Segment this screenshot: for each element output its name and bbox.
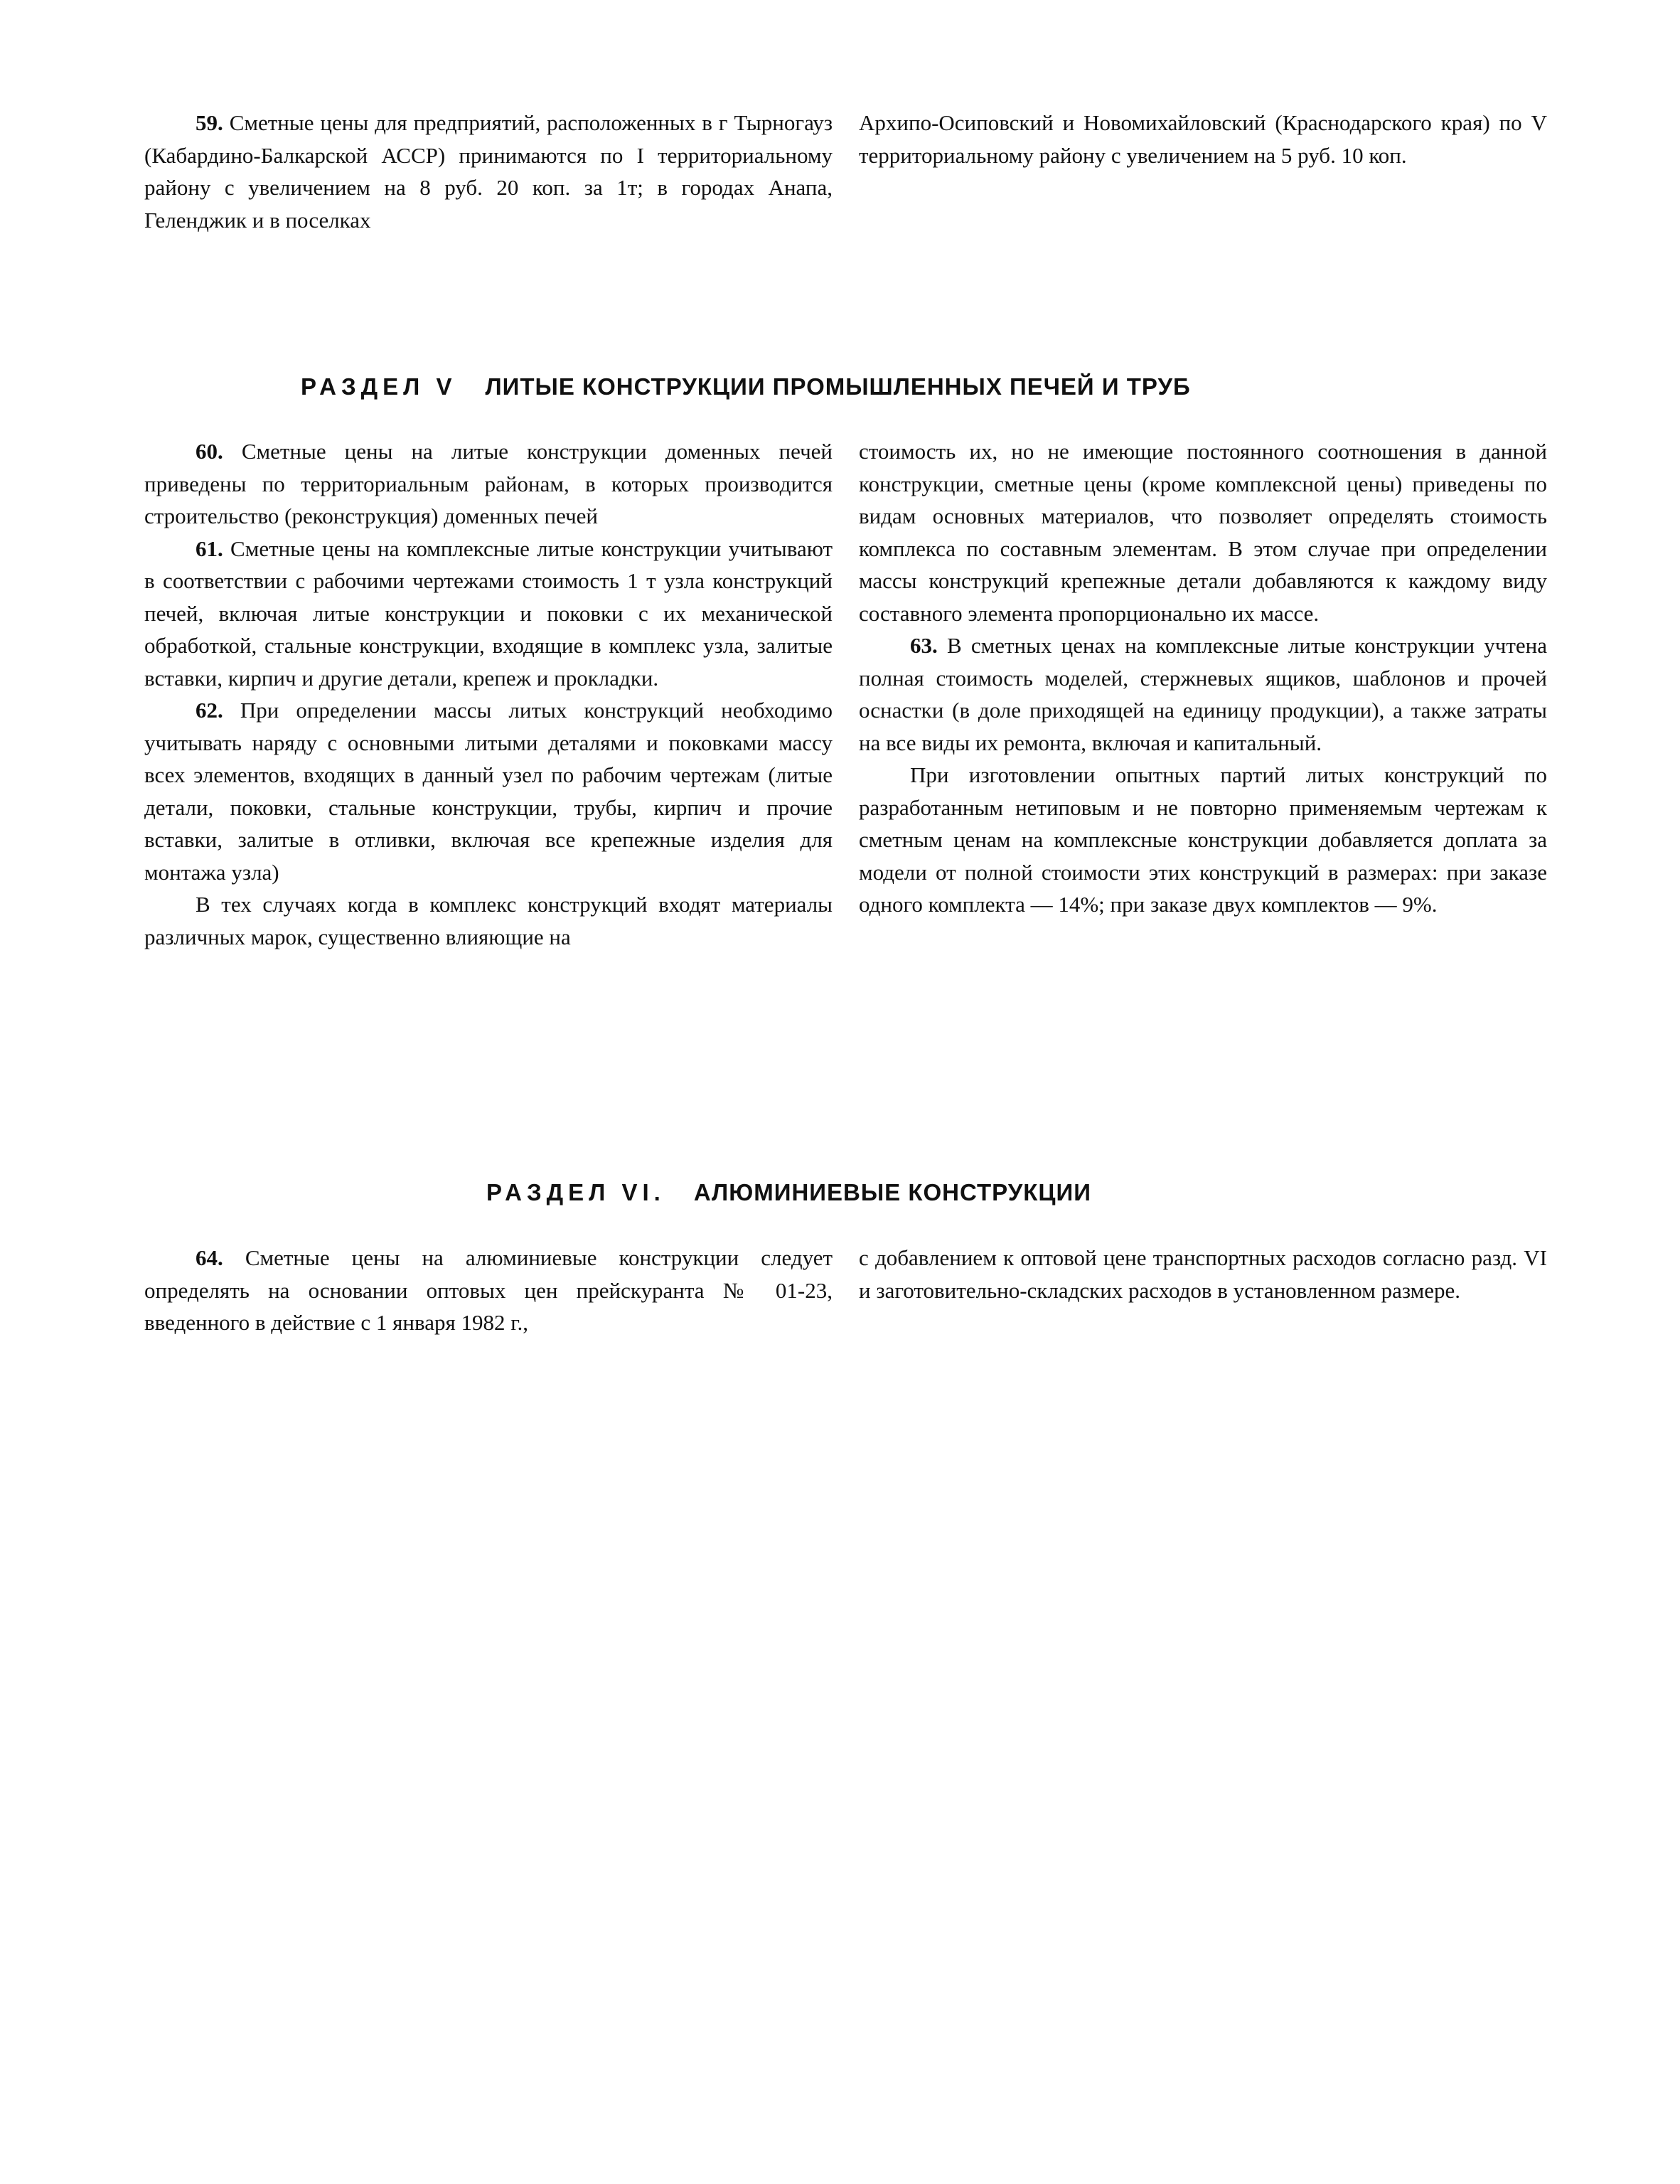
- section-6-heading: [486, 1179, 1091, 1206]
- paragraph-62-continued: стоимость их, но не имеющие постоянного соотношения в данной конструкции, сметные цены (кроме комплексной цены) приведены по видам основных материалов, что позволяет определять стоимость комплекса по составным элементам. В этом случае при определении массы конструкций крепежные детали добавляются к каждому виду составного элемента пропорционально их массе.: [859, 439, 1547, 626]
- paragraph-62: [144, 694, 833, 888]
- paragraph-59: [144, 107, 833, 236]
- paragraph-62-second: В тех случаях когда в комплекс конструкций входят материалы различных марок, существенно влияющие на: [144, 892, 833, 949]
- paragraph-text: Сметные цены на алюминиевые конструкции следует определять на основании оптовых цен прейскуранта № 01-23, введенного в действие с 1 января 1982 г.,: [144, 1245, 833, 1335]
- paragraph-number: 60.: [196, 439, 223, 464]
- section-title: ЛИТЫЕ КОНСТРУКЦИИ ПРОМЫШЛЕННЫХ ПЕЧЕЙ И ТРУБ: [485, 373, 1191, 400]
- paragraph-61: [144, 533, 833, 695]
- paragraph-text: В сметных ценах на комплексные литые конструкции учтена полная стоимость моделей, стержневых ящиков, шаблонов и прочей оснастки (в доле приходящей на единицу продукции), а также затраты на все виды их ремонта, включая и капитальный.: [859, 633, 1547, 755]
- paragraph-64-continued: с добавлением к оптовой цене транспортных расходов согласно разд. VI и заготовительно-складских расходов в установленном размере.: [859, 1245, 1547, 1303]
- section-title: АЛЮМИНИЕВЫЕ КОНСТРУКЦИИ: [693, 1179, 1091, 1205]
- paragraph-number: 63.: [910, 633, 938, 658]
- section-5-left-column: [144, 435, 833, 953]
- paragraph-text: Сметные цены на литые конструкции доменных печей приведены по территориальным районам, в которых производится строительство (реконструкция) доменных печей: [144, 439, 833, 528]
- paragraph-60: [144, 435, 833, 533]
- section-5-right-column: [859, 435, 1547, 921]
- p59-left-column: [144, 107, 833, 236]
- section-5-heading: [301, 373, 1191, 400]
- section-6-right-column: [859, 1242, 1547, 1306]
- paragraph-63: [859, 629, 1547, 759]
- paragraph-number: 64.: [196, 1245, 223, 1270]
- paragraph-59-continued: Архипо-Осиповский и Новомихайловский (Краснодарского края) по V территориальному району с увеличением на 5 руб. 10 коп.: [859, 110, 1547, 168]
- paragraph-64: [144, 1242, 833, 1339]
- paragraph-number: 59.: [196, 110, 223, 135]
- section-6-left-column: [144, 1242, 833, 1339]
- paragraph-text: Сметные цены на комплексные литые конструкции учитывают в соответствии с рабочими чертежами стоимость 1 т узла конструкций печей, включая литые конструкции и поковки с их механической обработкой, стальные конструкции, входящие в комплекс узла, залитые вставки, кирпич и другие детали, крепеж и прокладки.: [144, 536, 833, 691]
- paragraph-text: При определении массы литых конструкций необходимо учитывать наряду с основными литыми деталями и поковками массу всех элементов, входящих в данный узел по рабочим чертежам (литые детали, поковки, стальные конструкции, трубы, кирпич и прочие вставки, залитые в отливки, включая все крепежные изделия для монтажа узла): [144, 698, 833, 885]
- paragraph-63-second: При изготовлении опытных партий литых конструкций по разработанным нетиповым и не повторно применяемым чертежам к сметным ценам на комплексные конструкции добавляется доплата за модели от полной стоимости этих конструкций в размерах: при заказе одного комплекта — 14%; при заказе двух комплектов — 9%.: [859, 762, 1547, 917]
- section-label: РАЗДЕЛ VI.: [486, 1179, 665, 1205]
- paragraph-number: 62.: [196, 698, 223, 723]
- section-label: РАЗДЕЛ V: [301, 373, 457, 400]
- paragraph-text: Сметные цены для предприятий, расположенных в г Тырногауз (Кабардино-Балкарской АССР) принимаются по I территориальному району с увеличением на 8 руб. 20 коп. за 1т; в городах Анапа, Геленджик и в поселках: [144, 110, 833, 233]
- paragraph-number: 61.: [196, 536, 223, 561]
- p59-right-column: [859, 107, 1547, 171]
